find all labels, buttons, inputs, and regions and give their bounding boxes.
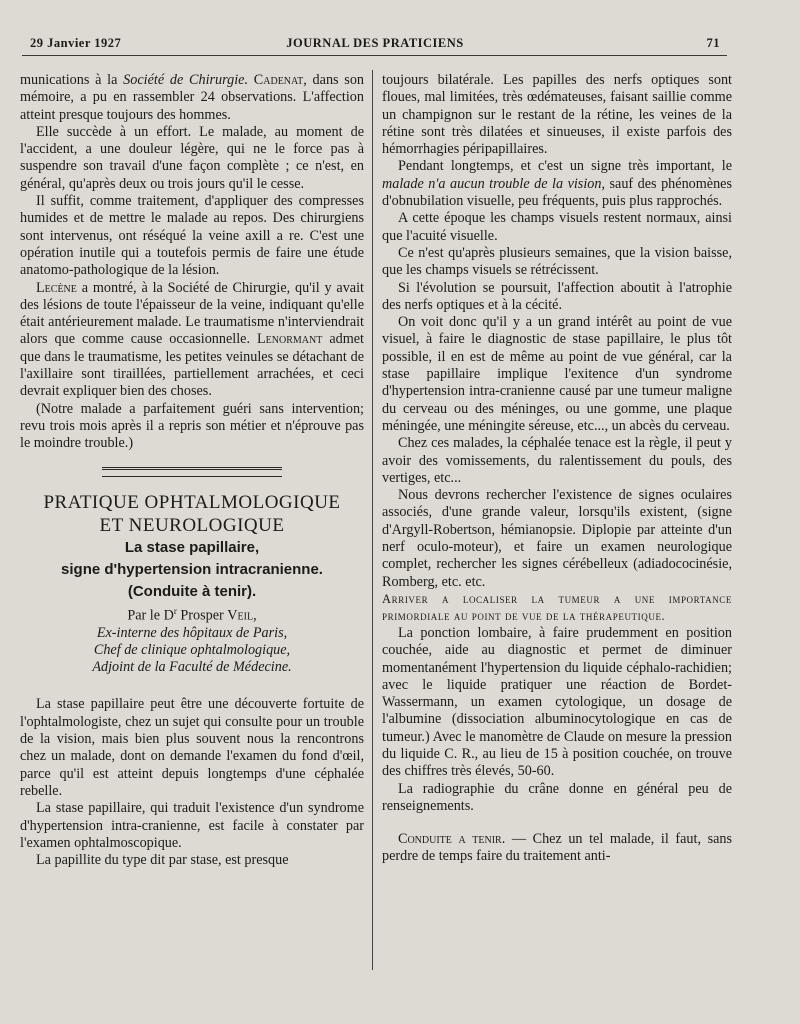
- page-number: 71: [706, 36, 720, 50]
- paragraph: Elle succède à un effort. Le malade, au moment de l'accident, a une douleur légère, qui ne le force pas à suspendre son travail d'une façon complète ; ce n'est, en général, qu'après deux ou trois jours qu'il le cesse.: [20, 123, 364, 192]
- paragraph: La stase papillaire peut être une découverte fortuite de l'ophtalmologiste, chez un sujet qui consulte pour un trouble de la vision, mais bien plus souvent nous la rencontrons chez un malade, dont on demande l'examen du fond d'œil, parce qu'il est atteint depuis longtemps d'une céphalée rebelle.: [20, 696, 364, 799]
- byline: Par le $D^r$ Prosper Veil,: [127, 605, 257, 624]
- paragraph: Conduite a tenir. — Chez un tel malade, il faut, sans perdre de temps faire du traitement anti-: [382, 831, 733, 865]
- header-rule: [22, 55, 727, 56]
- section-ornament-rule: [102, 467, 282, 477]
- paragraph: Il suffit, comme traitement, d'appliquer des compresses humides et de mettre le malade au repos. Des chirurgiens sont intervenus, ont réséqué la veine axill a re. C'est une opération inutile qui a toutefois permis de faire une étude anatomo-pathologique de la lésion.: [20, 193, 364, 279]
- paragraph: A cette époque les champs visuels restent normaux, ainsi que l'acuité visuelle.: [382, 210, 732, 244]
- paragraph: La radiographie du crâne donne en général peu de renseignements.: [382, 780, 732, 814]
- paragraph: On voit donc qu'il y a un grand intérêt au point de vue visuel, à faire le diagnostic de stase papillaire, le plus tôt possible, il en est de même au point de vue général, car la stase papillaire implique l'exitence d'un syndrome d'hypertension intra-cranienne causé par une tumeur maligne du cerveau ou des méninges, ou une gomme, une plaque méningée, une méningite séreuse, etc..., un abcès du cerveau.: [382, 314, 732, 434]
- paragraph: munications à la Société de Chirurgie. Cadenat, dans son mémoire, a pu en rassembler 24 observations. L'affection atteint presque toujours des hommes.: [20, 72, 365, 123]
- paragraph: Ce n'est qu'après plusieurs semaines, que la vision baisse, que les champs visuels se rétrécissent.: [382, 244, 732, 279]
- right-column: [382, 72, 732, 866]
- journal-title: JOURNAL DES PRATICIENS: [286, 36, 464, 50]
- paragraph: Nous devrons rechercher l'existence de signes oculaires associés, d'une grande valeur, lorsqu'ils existent, (signe d'Argyll-Robertson, hémianopsie. Diplopie par atteinte d'un nerf oculo-moteur), et faire un examen neurologique complet, rechercher les signes cérébelleux (adiadococinésie, Romberg, etc. etc.: [382, 487, 732, 590]
- author-credential: Adjoint de la Faculté de Médecine.: [92, 659, 292, 676]
- subsection-heading: Arriver a localiser la tumeur a une importance primordiale au point de vue de la thérapeutique.: [382, 591, 732, 623]
- author-credential: Ex-interne des hôpitaux de Paris,: [96, 624, 288, 641]
- paragraph: La stase papillaire, qui traduit l'existence d'un syndrome d'hypertension intra-cranienne, est facile à constater par l'examen ophtalmoscopique.: [20, 800, 364, 851]
- paragraph: La papillite du type dit par stase, est presque: [36, 852, 289, 869]
- running-header: [30, 36, 720, 54]
- article-title: La stase papillaire, signe d'hypertension intracranienne. (Conduite à tenir).: [61, 538, 323, 600]
- paragraph: Chez ces malades, la céphalée tenace est la règle, il peut y avoir des vomissements, du ralentissement du pouls, des vertiges, etc...: [382, 435, 732, 486]
- section-title: PRATIQUE OPHTALMOLOGIQUE ET NEUROLOGIQUE: [43, 491, 341, 536]
- paragraph: Si l'évolution se poursuit, l'affection aboutit à l'atrophie des nerfs optiques et à la cécité.: [382, 279, 732, 313]
- paragraph: La ponction lombaire, à faire prudemment en position couchée, aide au diagnostic et permet de diminuer momentanément l'hypertension du liquide céphalo-rachidien; avec le liquide pratiquer une réaction de Bordet-Wassermann, un examen cytologique, un dosage de l'albumine (dissociation albuminocytologique en cas de tumeur.) Avec le manomètre de Claude on mesure la pression du liquide C. R., au lieu de 15 à position couchée, on trouve des chiffres très élevés, 50-60.: [382, 624, 732, 780]
- issue-date: 29 Janvier 1927: [30, 36, 122, 50]
- left-column: [20, 72, 364, 869]
- author-credential: Chef de clinique ophtalmologique,: [93, 641, 291, 658]
- paragraph: Pendant longtemps, et c'est un signe très important, le malade n'a aucun trouble de la vision, sauf des phénomènes d'obnubilation visuelle, peu fréquents, puis plus rapprochés.: [382, 158, 732, 210]
- column-divider: [372, 70, 373, 970]
- paragraph: toujours bilatérale. Les papilles des nerfs optiques sont floues, mal limitées, très œdémateuses, faisant saillie comme un champignon sur le restant de la rétine, les veines de la rétine sont très dilatées et sinueuses, il existe parfois des hémorrhagies péripapillaires.: [382, 72, 732, 158]
- paragraph: Lecène a montré, à la Société de Chirurgie, qu'il y avait des lésions de toute l'épaisseur de la veine, indiquant qu'elle était antérieurement malade. Le traumatisme n'interviendrait alors que comme cause occasionnelle. Lenormant admet que dans le traumatisme, les petites veinules se détachant de l'axillaire sont tiraillées, partiellement arrachées, et ceci devrait expliquer bien des choses.: [20, 279, 364, 400]
- paragraph: (Notre malade a parfaitement guéri sans intervention; revu trois mois après il a repris son métier et n'éprouve pas le moindre trouble.): [20, 400, 364, 452]
